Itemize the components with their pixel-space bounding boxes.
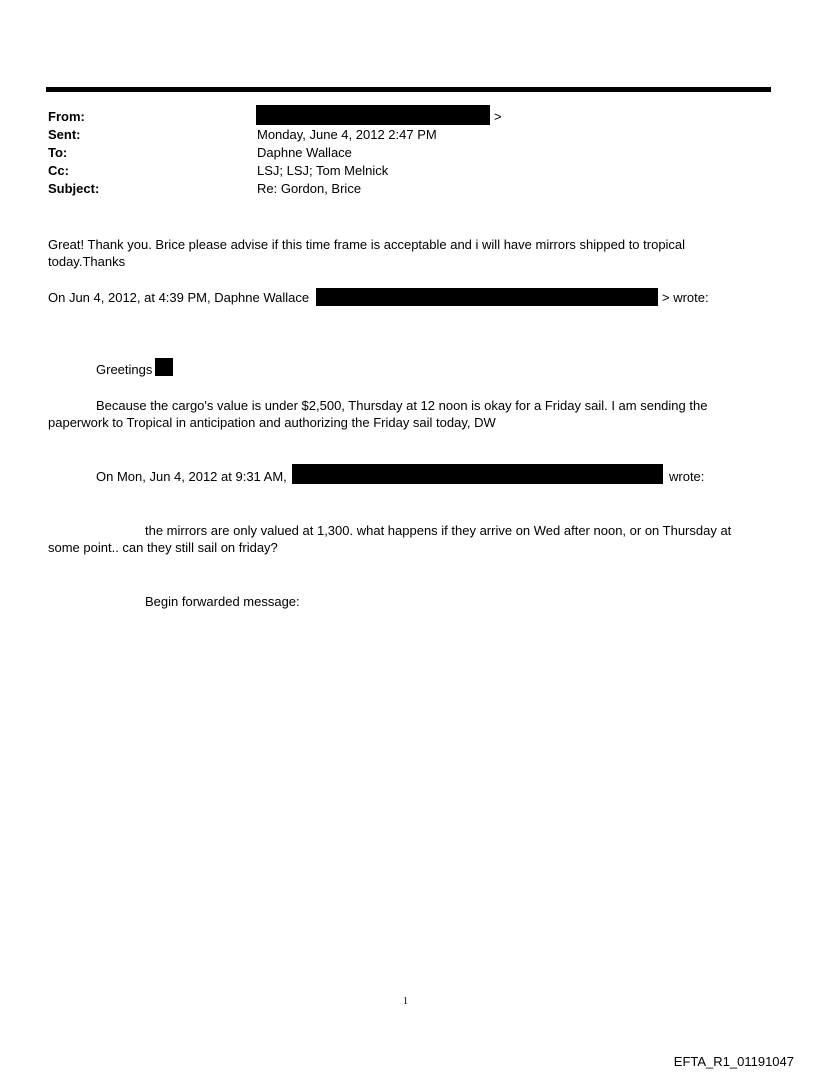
quote1-header: On Jun 4, 2012, at 4:39 PM, Daphne Wallace	[48, 290, 310, 305]
from-suffix: >	[494, 109, 502, 124]
sent-value: Monday, June 4, 2012 2:47 PM	[257, 127, 437, 142]
quote1-email-redaction	[316, 288, 658, 306]
page-number: 1	[403, 996, 408, 1007]
quote1-wrote: > wrote:	[662, 290, 709, 305]
to-label: To:	[48, 145, 68, 160]
forwarded-message-label: Begin forwarded message:	[145, 594, 300, 609]
subject-label: Subject:	[48, 181, 100, 196]
bates-number: EFTA_R1_01191047	[673, 1054, 794, 1069]
question-line-1: the mirrors are only valued at 1,300. what happens if they arrive on Wed after noon, or on Thursday at	[145, 523, 732, 538]
cc-label: Cc:	[48, 163, 69, 178]
header-rule	[46, 87, 771, 92]
from-label: From:	[48, 109, 85, 124]
quote2-header: On Mon, Jun 4, 2012 at 9:31 AM,	[96, 469, 287, 484]
dw-reply-line-2: paperwork to Tropical in anticipation and authorizing the Friday sail today, DW	[48, 415, 496, 430]
subject-value: Re: Gordon, Brice	[257, 181, 362, 196]
sent-label: Sent:	[48, 127, 81, 142]
greeting: Greetings	[96, 362, 153, 377]
to-value: Daphne Wallace	[257, 145, 352, 160]
reply-line-1: Great! Thank you. Brice please advise if this time frame is acceptable and i will have mirrors shipped to tropical	[48, 237, 686, 252]
cc-value: LSJ; LSJ; Tom Melnick	[257, 163, 389, 178]
greeting-name-redaction	[155, 358, 173, 376]
dw-reply-line-1: Because the cargo's value is under $2,500, Thursday at 12 noon is okay for a Friday sail. I am sending the	[96, 398, 708, 413]
quote2-sender-redaction	[292, 464, 663, 484]
from-redaction	[256, 105, 490, 125]
reply-line-2: today.Thanks	[48, 254, 126, 269]
quote2-wrote: wrote:	[669, 469, 705, 484]
question-line-2: some point.. can they still sail on friday?	[48, 540, 278, 555]
